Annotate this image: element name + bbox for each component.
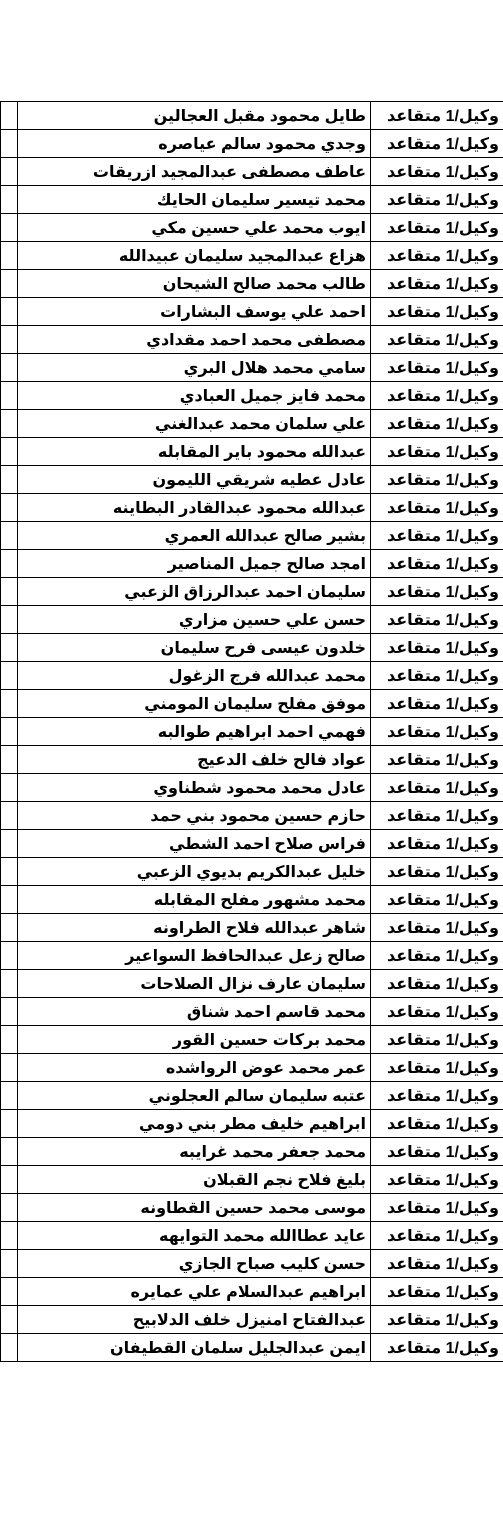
table-row	[1, 662, 503, 690]
rank-cell: وكيل/1 متقاعد	[371, 326, 503, 354]
empty-cell	[1, 130, 18, 158]
name-cell: عواد فالح خلف الدعيج	[18, 746, 371, 774]
table-row	[1, 1306, 503, 1334]
table-row	[1, 130, 503, 158]
rank-cell: وكيل/1 متقاعد	[371, 802, 503, 830]
name-cell: ايمن عبدالجليل سلمان القطيفان	[18, 1334, 371, 1362]
table-row	[1, 886, 503, 914]
table-row	[1, 102, 503, 130]
rank-cell: وكيل/1 متقاعد	[371, 438, 503, 466]
empty-cell	[1, 802, 18, 830]
name-cell: علي سلمان محمد عبدالغني	[18, 410, 371, 438]
rank-cell: وكيل/1 متقاعد	[371, 970, 503, 998]
table-row	[1, 186, 503, 214]
empty-cell	[1, 858, 18, 886]
table-row	[1, 830, 503, 858]
rank-cell: وكيل/1 متقاعد	[371, 466, 503, 494]
name-cell: حازم حسين محمود بني حمد	[18, 802, 371, 830]
rank-cell: وكيل/1 متقاعد	[371, 1250, 503, 1278]
empty-cell	[1, 914, 18, 942]
empty-cell	[1, 326, 18, 354]
empty-cell	[1, 410, 18, 438]
empty-cell	[1, 1166, 18, 1194]
table-row	[1, 578, 503, 606]
name-cell: هزاع عبدالمجيد سليمان عبيدالله	[18, 242, 371, 270]
empty-cell	[1, 1054, 18, 1082]
rank-cell: وكيل/1 متقاعد	[371, 858, 503, 886]
rank-cell: وكيل/1 متقاعد	[371, 1306, 503, 1334]
rank-cell: وكيل/1 متقاعد	[371, 718, 503, 746]
name-cell: بشير صالح عبدالله العمري	[18, 522, 371, 550]
table-row	[1, 214, 503, 242]
rank-cell: وكيل/1 متقاعد	[371, 242, 503, 270]
table-row	[1, 270, 503, 298]
rank-cell: وكيل/1 متقاعد	[371, 1334, 503, 1362]
rank-cell: وكيل/1 متقاعد	[371, 214, 503, 242]
rank-cell: وكيل/1 متقاعد	[371, 522, 503, 550]
empty-cell	[1, 522, 18, 550]
rank-cell: وكيل/1 متقاعد	[371, 1138, 503, 1166]
empty-cell	[1, 438, 18, 466]
table-row	[1, 494, 503, 522]
name-cell: سامي محمد هلال البري	[18, 354, 371, 382]
rank-cell: وكيل/1 متقاعد	[371, 130, 503, 158]
table-row	[1, 354, 503, 382]
rank-cell: وكيل/1 متقاعد	[371, 1110, 503, 1138]
rank-cell: وكيل/1 متقاعد	[371, 746, 503, 774]
table-row	[1, 298, 503, 326]
name-cell: شاهر عبدالله فلاح الطراونه	[18, 914, 371, 942]
rank-cell: وكيل/1 متقاعد	[371, 1166, 503, 1194]
name-cell: عتبه سليمان سالم العجلوني	[18, 1082, 371, 1110]
empty-cell	[1, 158, 18, 186]
table-row	[1, 466, 503, 494]
empty-cell	[1, 242, 18, 270]
name-cell: حسن علي حسين مزاري	[18, 606, 371, 634]
name-cell: عبدالله محمود عبدالقادر البطاينه	[18, 494, 371, 522]
empty-cell	[1, 1194, 18, 1222]
name-cell: احمد علي يوسف البشارات	[18, 298, 371, 326]
rank-cell: وكيل/1 متقاعد	[371, 1054, 503, 1082]
table-row	[1, 942, 503, 970]
name-cell: سليمان احمد عبدالرزاق الزعبي	[18, 578, 371, 606]
table-row	[1, 438, 503, 466]
name-cell: عادل محمد محمود شطناوي	[18, 774, 371, 802]
rank-cell: وكيل/1 متقاعد	[371, 1222, 503, 1250]
rank-cell: وكيل/1 متقاعد	[371, 550, 503, 578]
name-cell: خلدون عيسى فرح سليمان	[18, 634, 371, 662]
rank-cell: وكيل/1 متقاعد	[371, 914, 503, 942]
empty-cell	[1, 998, 18, 1026]
rank-cell: وكيل/1 متقاعد	[371, 578, 503, 606]
rank-cell: وكيل/1 متقاعد	[371, 354, 503, 382]
name-cell: طايل محمود مقبل العجالين	[18, 102, 371, 130]
rank-cell: وكيل/1 متقاعد	[371, 102, 503, 130]
table-row	[1, 690, 503, 718]
empty-cell	[1, 718, 18, 746]
table-row	[1, 1054, 503, 1082]
table-row	[1, 1026, 503, 1054]
empty-cell	[1, 886, 18, 914]
name-cell: محمد جعفر محمد غرايبه	[18, 1138, 371, 1166]
rank-cell: وكيل/1 متقاعد	[371, 690, 503, 718]
rank-cell: وكيل/1 متقاعد	[371, 298, 503, 326]
table-row	[1, 326, 503, 354]
name-cell: فراس صلاح احمد الشطي	[18, 830, 371, 858]
table-row	[1, 774, 503, 802]
name-cell: بليغ فلاح نجم القبلان	[18, 1166, 371, 1194]
empty-cell	[1, 494, 18, 522]
table-row	[1, 998, 503, 1026]
rank-cell: وكيل/1 متقاعد	[371, 662, 503, 690]
empty-cell	[1, 1222, 18, 1250]
table-row	[1, 746, 503, 774]
empty-cell	[1, 298, 18, 326]
empty-cell	[1, 550, 18, 578]
table-row	[1, 1250, 503, 1278]
table-row	[1, 634, 503, 662]
empty-cell	[1, 690, 18, 718]
roster-sheet	[0, 101, 503, 1362]
name-cell: ابراهيم عبدالسلام علي عمايره	[18, 1278, 371, 1306]
rank-cell: وكيل/1 متقاعد	[371, 1278, 503, 1306]
name-cell: محمد قاسم احمد شناق	[18, 998, 371, 1026]
empty-cell	[1, 970, 18, 998]
roster-table-body	[1, 102, 503, 1362]
empty-cell	[1, 830, 18, 858]
name-cell: موفق مفلح سليمان المومني	[18, 690, 371, 718]
table-row	[1, 858, 503, 886]
name-cell: محمد فايز جميل العبادي	[18, 382, 371, 410]
rank-cell: وكيل/1 متقاعد	[371, 774, 503, 802]
rank-cell: وكيل/1 متقاعد	[371, 158, 503, 186]
name-cell: عايد عطاالله محمد التوايهه	[18, 1222, 371, 1250]
table-row	[1, 382, 503, 410]
rank-cell: وكيل/1 متقاعد	[371, 1026, 503, 1054]
empty-cell	[1, 382, 18, 410]
table-row	[1, 550, 503, 578]
name-cell: صالح زعل عبدالحافظ السواعير	[18, 942, 371, 970]
table-row	[1, 1082, 503, 1110]
table-row	[1, 1334, 503, 1362]
roster-table	[0, 101, 503, 1362]
name-cell: طالب محمد صالح الشيحان	[18, 270, 371, 298]
table-row	[1, 718, 503, 746]
rank-cell: وكيل/1 متقاعد	[371, 1194, 503, 1222]
name-cell: عبدالفتاح امنيزل خلف الدلابيح	[18, 1306, 371, 1334]
rank-cell: وكيل/1 متقاعد	[371, 634, 503, 662]
name-cell: ابراهيم خليف مطر بني دومي	[18, 1110, 371, 1138]
empty-cell	[1, 1110, 18, 1138]
table-row	[1, 522, 503, 550]
rank-cell: وكيل/1 متقاعد	[371, 270, 503, 298]
name-cell: عبدالله محمود باير المقابله	[18, 438, 371, 466]
table-row	[1, 1166, 503, 1194]
table-row	[1, 410, 503, 438]
rank-cell: وكيل/1 متقاعد	[371, 886, 503, 914]
empty-cell	[1, 1278, 18, 1306]
rank-cell: وكيل/1 متقاعد	[371, 830, 503, 858]
name-cell: عاطف مصطفى عبدالمجيد ازريقات	[18, 158, 371, 186]
name-cell: محمد عبدالله فرج الزغول	[18, 662, 371, 690]
empty-cell	[1, 942, 18, 970]
name-cell: محمد مشهور مفلح المقابله	[18, 886, 371, 914]
name-cell: سليمان عارف نزال الصلاحات	[18, 970, 371, 998]
rank-cell: وكيل/1 متقاعد	[371, 1082, 503, 1110]
name-cell: موسى محمد حسين القطاونه	[18, 1194, 371, 1222]
table-row	[1, 1138, 503, 1166]
empty-cell	[1, 606, 18, 634]
rank-cell: وكيل/1 متقاعد	[371, 410, 503, 438]
table-row	[1, 970, 503, 998]
empty-cell	[1, 1306, 18, 1334]
empty-cell	[1, 746, 18, 774]
empty-cell	[1, 1082, 18, 1110]
empty-cell	[1, 186, 18, 214]
rank-cell: وكيل/1 متقاعد	[371, 186, 503, 214]
empty-cell	[1, 1250, 18, 1278]
name-cell: عادل عطيه شريقي الليمون	[18, 466, 371, 494]
empty-cell	[1, 662, 18, 690]
name-cell: وجدي محمود سالم عياصره	[18, 130, 371, 158]
table-row	[1, 914, 503, 942]
name-cell: مصطفى محمد احمد مقدادي	[18, 326, 371, 354]
name-cell: فهمي احمد ابراهيم طوالبه	[18, 718, 371, 746]
table-row	[1, 1110, 503, 1138]
table-row	[1, 1222, 503, 1250]
rank-cell: وكيل/1 متقاعد	[371, 606, 503, 634]
rank-cell: وكيل/1 متقاعد	[371, 998, 503, 1026]
name-cell: محمد تيسير سليمان الحايك	[18, 186, 371, 214]
empty-cell	[1, 1026, 18, 1054]
table-row	[1, 1278, 503, 1306]
name-cell: ايوب محمد علي حسين مكي	[18, 214, 371, 242]
empty-cell	[1, 270, 18, 298]
table-row	[1, 802, 503, 830]
empty-cell	[1, 1138, 18, 1166]
name-cell: خليل عبدالكريم بديوي الزعبي	[18, 858, 371, 886]
name-cell: امجد صالح جميل المناصير	[18, 550, 371, 578]
name-cell: حسن كليب صباح الجازي	[18, 1250, 371, 1278]
empty-cell	[1, 578, 18, 606]
empty-cell	[1, 466, 18, 494]
empty-cell	[1, 774, 18, 802]
name-cell: محمد بركات حسين القور	[18, 1026, 371, 1054]
empty-cell	[1, 214, 18, 242]
empty-cell	[1, 102, 18, 130]
rank-cell: وكيل/1 متقاعد	[371, 942, 503, 970]
rank-cell: وكيل/1 متقاعد	[371, 494, 503, 522]
rank-cell: وكيل/1 متقاعد	[371, 382, 503, 410]
empty-cell	[1, 354, 18, 382]
table-row	[1, 242, 503, 270]
table-row	[1, 158, 503, 186]
empty-cell	[1, 1334, 18, 1362]
name-cell: عمر محمد عوض الرواشده	[18, 1054, 371, 1082]
table-row	[1, 1194, 503, 1222]
empty-cell	[1, 634, 18, 662]
table-row	[1, 606, 503, 634]
